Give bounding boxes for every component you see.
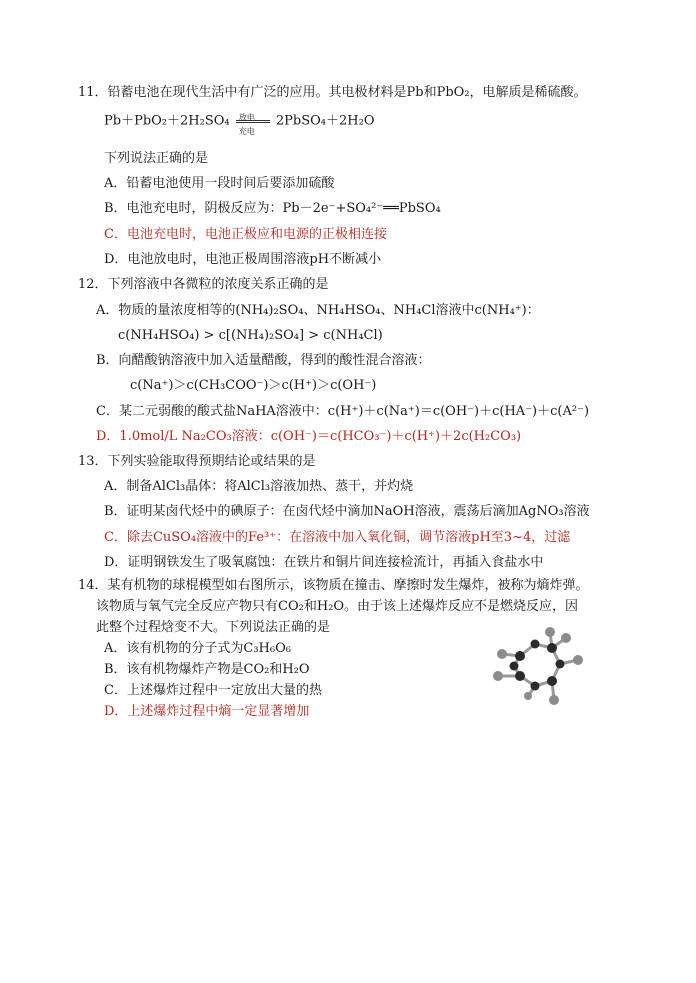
q13-option-d: D．证明钢铁发生了吸氧腐蚀：在铁片和铜片间连接检流计，再插入食盐水中 xyxy=(104,555,544,570)
q12-option-c: C．某二元弱酸的酸式盐NaHA溶液中：c(H⁺)＋c(Na⁺)＝c(OH⁻)＋c(HA⁻)＋c(A²⁻) xyxy=(96,404,590,419)
q11-option-a: A．铅蓄电池使用一段时间后要添加硫酸 xyxy=(104,176,335,191)
q11-stem: 11．铅蓄电池在现代生活中有广泛的应用。其电极材料是Pb和PbO₂，电解质是稀硫酸。 xyxy=(78,85,587,100)
q13-option-c: C．除去CuSO₄溶液中的Fe³⁺：在溶液中加入氧化铜，调节溶液pH至3~4，过滤 xyxy=(104,530,571,545)
q14-option-a: A．该有机物的分子式为C₃H₆O₆ xyxy=(104,641,291,656)
q12-option-a-relation: c(NH₄HSO₄) > c[(NH₄)₂SO₄] > c(NH₄Cl) xyxy=(118,328,383,343)
eq-label-charge: 充电 xyxy=(238,127,255,136)
carbon-oxygen-atoms xyxy=(510,640,565,691)
q11-prompt: 下列说法正确的是 xyxy=(104,151,209,166)
eq-label-discharge: 放电 xyxy=(238,113,255,122)
hydrogen-atoms xyxy=(493,627,583,705)
q12-option-a: A．物质的量浓度相等的(NH₄)₂SO₄、NH₄HSO₄、NH₄Cl溶液中c(NH₄⁺)： xyxy=(96,303,540,318)
reversible-arrow xyxy=(236,112,270,136)
q11-equation-left: Pb＋PbO₂＋2H₂SO₄ xyxy=(104,113,230,129)
q12-stem: 12．下列溶液中各微粒的浓度关系正确的是 xyxy=(78,277,329,292)
q12-option-b: B．向醋酸钠溶液中加入适量醋酸，得到的酸性混合溶液： xyxy=(96,353,431,368)
ball-and-stick-model xyxy=(480,626,590,708)
q12-option-b-relation: c(Na⁺)＞c(CH₃COO⁻)＞c(H⁺)＞c(OH⁻) xyxy=(130,378,377,393)
q13-option-b: B．证明某卤代烃中的碘原子：在卤代烃中滴加NaOH溶液，震荡后滴加AgNO₃溶液 xyxy=(104,504,590,519)
q11-equation-right: 2PbSO₄＋2H₂O xyxy=(275,113,375,129)
q13-option-a: A．制备AlCl₃晶体：将AlCl₃溶液加热、蒸干，并灼烧 xyxy=(104,479,414,494)
q12-option-d: D．1.0mol/L Na₂CO₃溶液：c(OH⁻)＝c(HCO₃⁻)＋c(H⁺)＋2c(H₂CO₃) xyxy=(96,429,522,444)
q11-option-b: B．电池充电时，阴极反应为：Pb－2e⁻+SO₄²⁻══PbSO₄ xyxy=(104,201,441,216)
q11-option-d: D．电池放电时，电池正极周围溶液pH不断减小 xyxy=(104,252,382,267)
q14-stem-line-3: 此整个过程焓变不大。下列说法正确的是 xyxy=(96,620,331,635)
q13-stem: 13．下列实验能取得预期结论或结果的是 xyxy=(78,454,316,469)
q14-option-d: D．上述爆炸过程中熵一定显著增加 xyxy=(104,704,310,719)
q14-stem-line-1: 14．某有机物的球棍模型如右图所示，该物质在撞击、摩擦时发生爆炸，被称为熵炸弹。 xyxy=(78,578,589,593)
q11-option-c: C．电池充电时，电池正极应和电源的正极相连接 xyxy=(104,227,387,242)
q14-option-c: C．上述爆炸过程中一定放出大量的热 xyxy=(104,683,322,698)
q14-option-b: B．该有机物爆炸产物是CO₂和H₂O xyxy=(104,662,310,677)
q14-stem-line-2: 该物质与氧气完全反应产物只有CO₂和H₂O。由于该上述爆炸反应不是燃烧反应，因 xyxy=(96,599,579,614)
q11-equation xyxy=(104,112,375,136)
